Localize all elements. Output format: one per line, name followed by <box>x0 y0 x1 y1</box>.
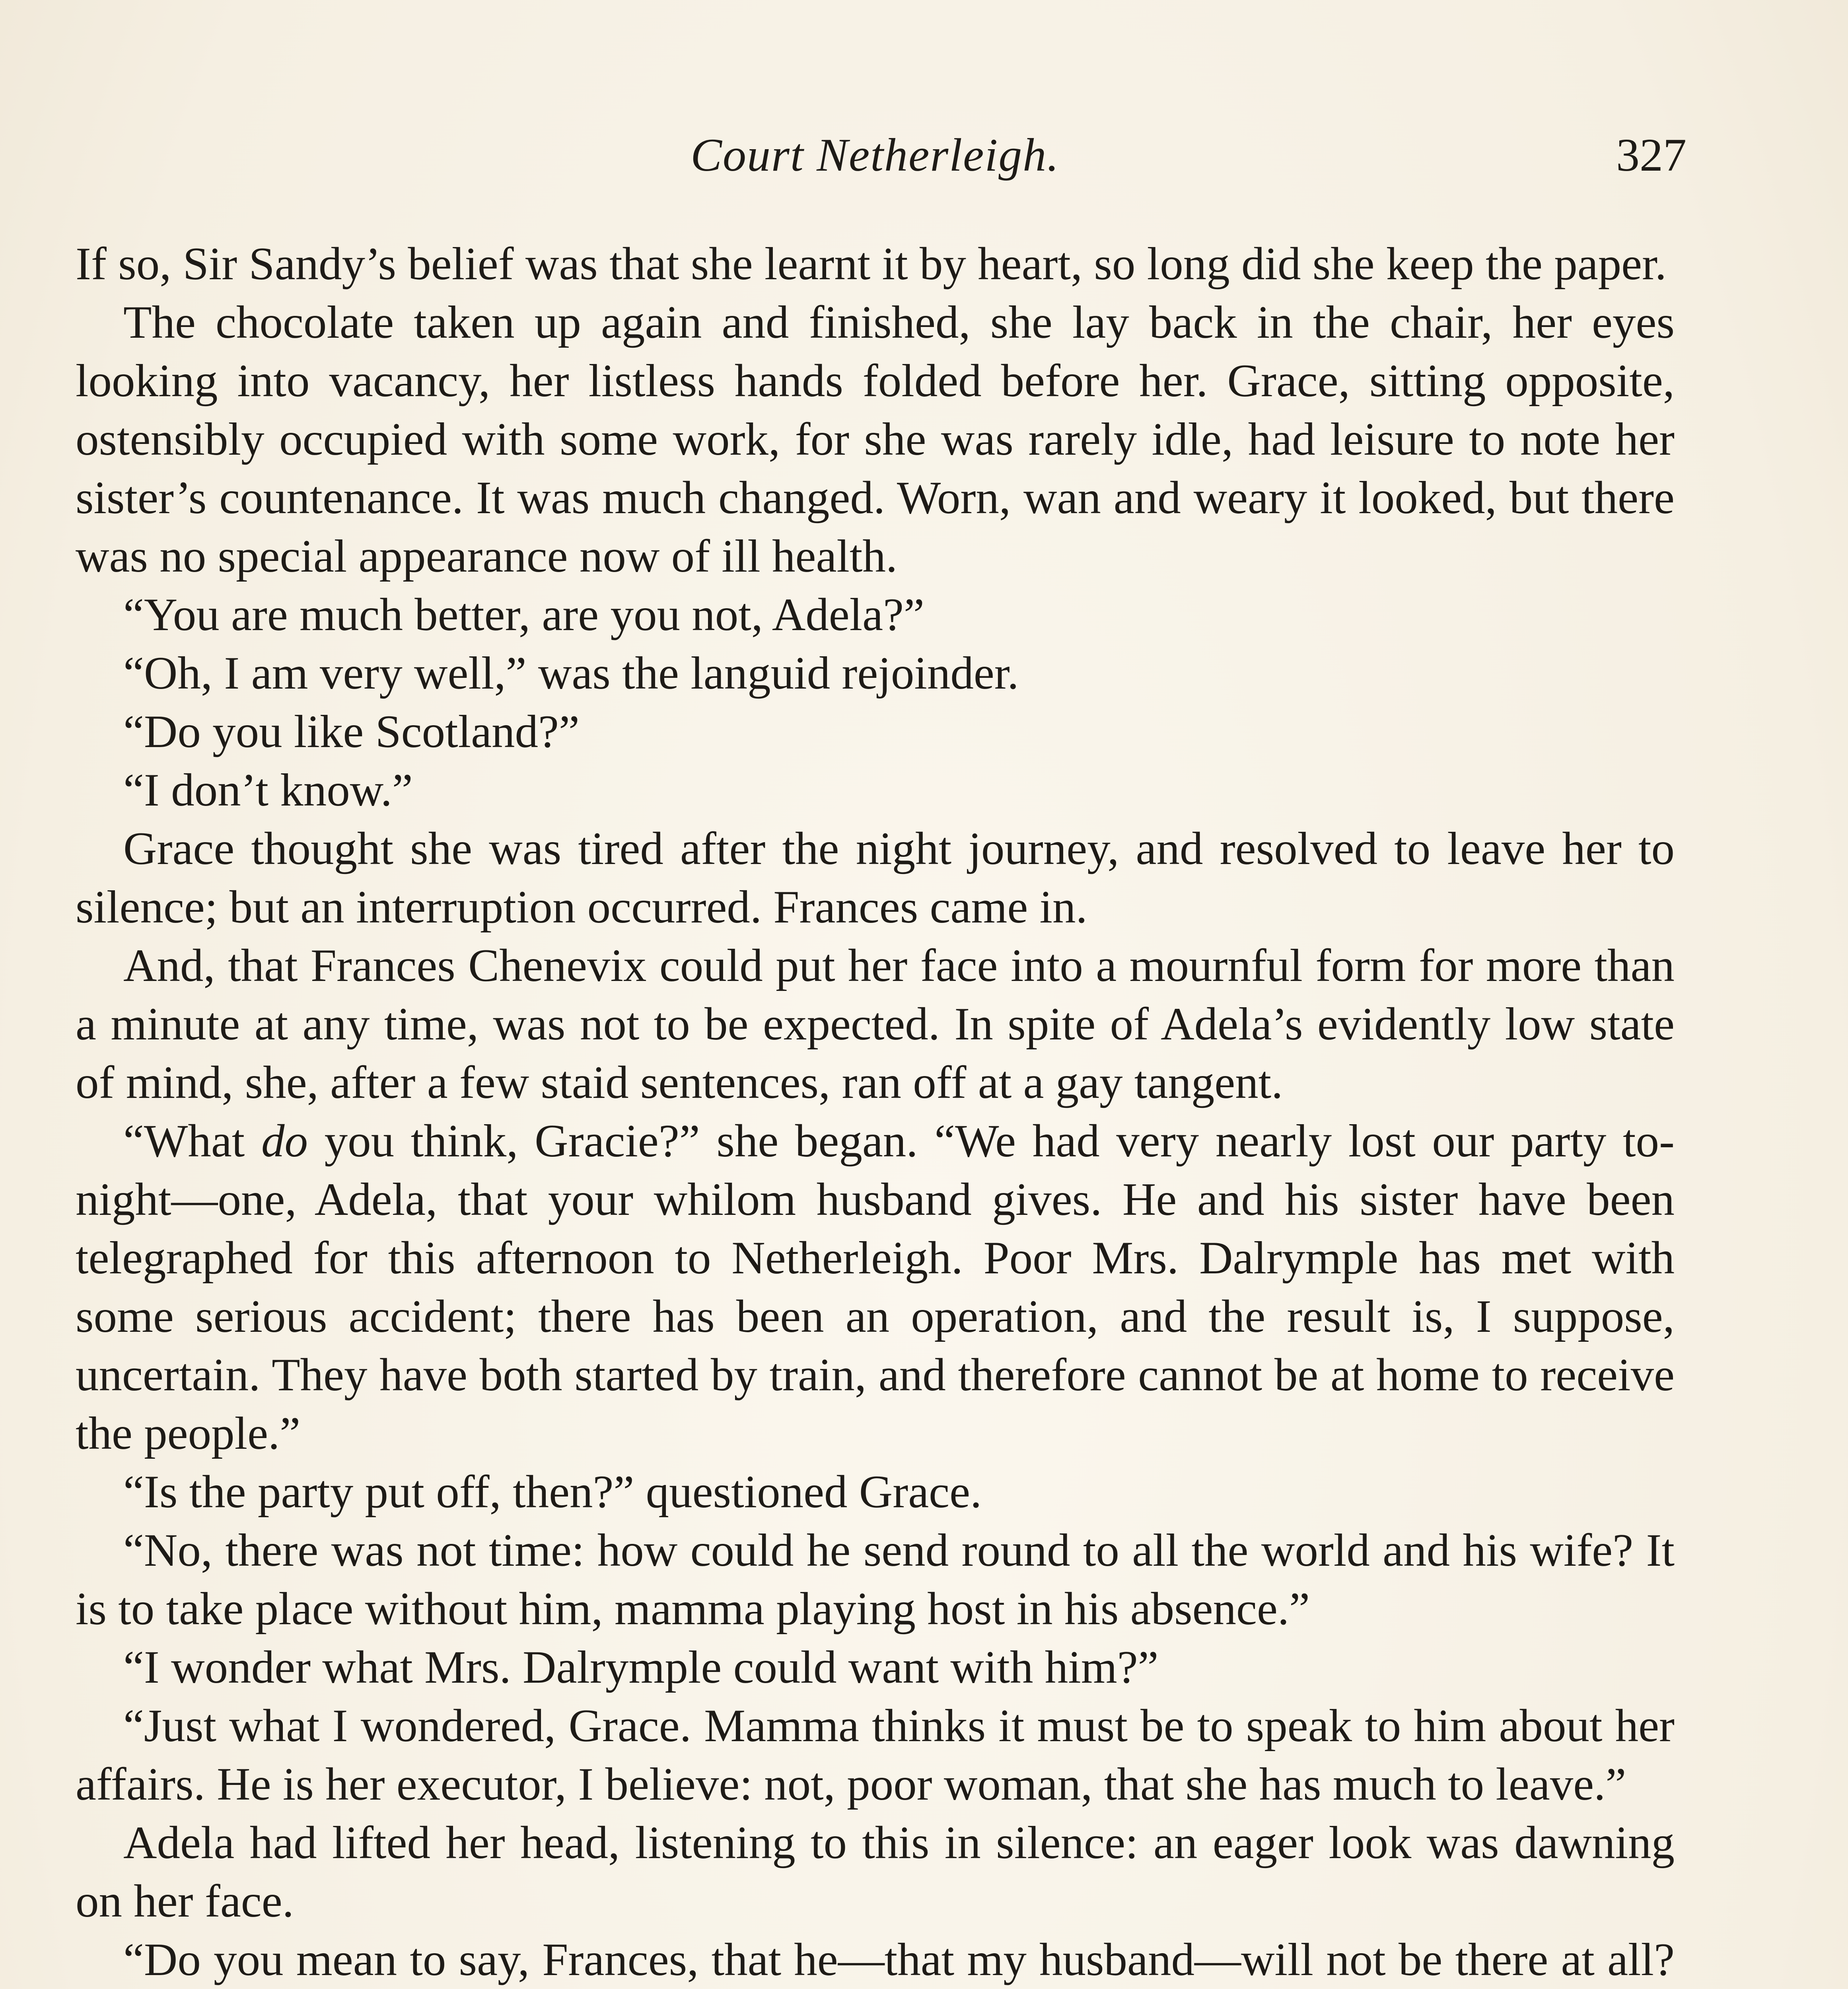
paragraph-9-start: “What <box>123 1115 261 1167</box>
paragraph-6: “I don’t know.” <box>123 765 413 816</box>
paragraph-10: “Is the party put off, then?” questioned Grace. <box>123 1466 982 1518</box>
paragraph-12: “I wonder what Mrs. Dalrymple could want with him?” <box>123 1642 1159 1693</box>
paragraph-1: If so, Sir Sandy’s belief was that she learnt it by heart, so long did she keep the paper. <box>76 238 1667 290</box>
paragraph-9-rest: you think, Gracie?” she began. “We had very nearly lost our party to-night—one, Adela, that your whilom husband gives. He and his sister have been telegraphed for this afternoon to Netherleigh. Poor Mrs. Dalrymple has met with some serious accident; there has been an operation, and the result is, I suppose, uncertain. They have both started by train, and therefore cannot be at home to receive the people.” <box>76 1115 1675 1459</box>
paragraph-3: “You are much better, are you not, Adela?” <box>123 589 924 640</box>
running-title: Court Netherleigh. <box>691 129 1060 181</box>
page-number: 327 <box>1616 129 1687 181</box>
paragraph-9 <box>76 1112 1675 1463</box>
paragraph-2: The chocolate taken up again and finished, she lay back in the chair, her eyes looking into vacancy, her listless hands folded before her. Grace, sitting opposite, ostensibly occupied with some work, for she was rarely idle, had leisure to note her sister’s countenance. It was much changed. Worn, wan and weary it looked, but there was no special appearance now of ill health. <box>76 297 1675 582</box>
paragraph-14: Adela had lifted her head, listening to this in silence: an eager look was dawning on her face. <box>76 1817 1675 1927</box>
paragraph-8: And, that Frances Chenevix could put her face into a mournful form for more than a minute at any time, was not to be expected. In spite of Adela’s evidently low state of mind, she, after a few staid sentences, ran off at a gay tangent. <box>76 940 1675 1108</box>
body-text <box>76 235 1675 1989</box>
page-header <box>76 119 1687 191</box>
paragraph-13: “Just what I wondered, Grace. Mamma thinks it must be to speak to him about her affairs. He is her executor, I believe: not, poor woman, that she has much to leave.” <box>76 1700 1675 1810</box>
paragraph-5: “Do you like Scotland?” <box>123 706 580 757</box>
paragraph-7: Grace thought she was tired after the night journey, and resolved to leave her to silence; but an interruption occurred. Frances came in. <box>76 823 1675 933</box>
paragraph-9-emphasis: do <box>261 1115 308 1167</box>
paragraph-11: “No, there was not time: how could he send round to all the world and his wife? It is to take place without him, mamma playing host in his absence.” <box>76 1525 1675 1635</box>
paragraph-4: “Oh, I am very well,” was the languid rejoinder. <box>123 648 1019 699</box>
paragraph-15: “Do you mean to say, Frances, that he—that my husband—will not be there at all? <box>123 1934 1675 1985</box>
